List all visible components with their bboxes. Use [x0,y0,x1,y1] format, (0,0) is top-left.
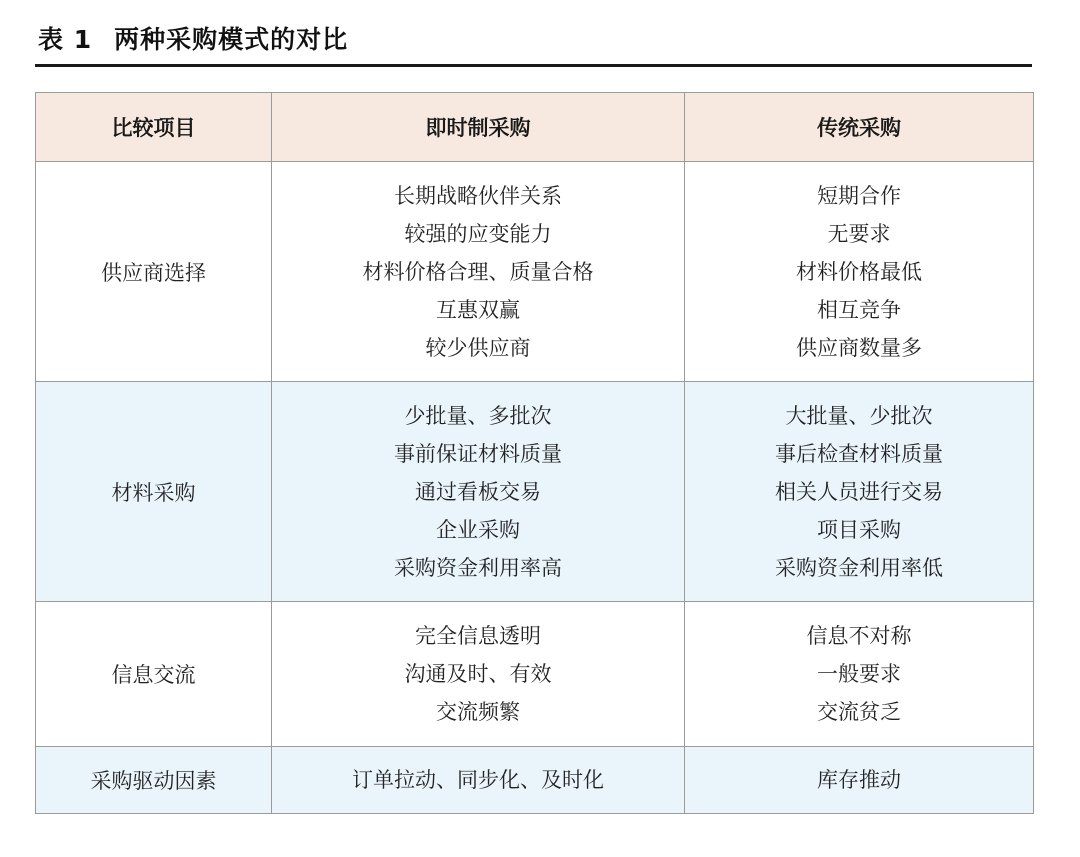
cell-line: 无要求 [827,221,891,246]
table-number: 表 1 [38,25,93,54]
cell-line: 事前保证材料质量 [394,441,562,466]
row-item: 信息交流 [36,602,272,747]
cell-line: 沟通及时、有效 [404,662,552,686]
cell-line: 较少供应商 [425,335,531,360]
jit-cell [272,602,685,747]
cell-line: 一般要求 [817,662,901,686]
jit-cell [272,382,685,602]
header-traditional: 传统采购 [685,93,1034,162]
table-title: 两种采购模式的对比 [114,25,349,54]
table-row [36,162,1034,382]
header-jit: 即时制采购 [272,93,685,162]
header-item: 比较项目 [36,93,272,162]
cell-line: 供应商数量多 [796,335,922,360]
cell-line: 相关人员进行交易 [775,479,943,504]
cell-line: 互惠双赢 [436,297,520,322]
table-row [36,747,1034,814]
cell-line: 相互竞争 [817,297,901,322]
traditional-cell [685,162,1034,382]
row-item: 采购驱动因素 [36,747,272,814]
row-item: 材料采购 [36,382,272,602]
jit-cell [272,747,685,814]
cell-line: 采购资金利用率低 [775,555,943,580]
cell-line: 交流贫乏 [817,700,901,724]
cell-line: 材料价格合理、质量合格 [362,259,594,284]
cell-line: 项目采购 [817,517,901,542]
cell-line: 长期战略伙伴关系 [394,183,562,208]
cell-line: 较强的应变能力 [404,221,552,246]
row-item: 供应商选择 [36,162,272,382]
cell-line: 完全信息透明 [415,624,541,648]
table-caption [38,20,348,56]
jit-cell [272,162,685,382]
cell-line: 材料价格最低 [796,259,922,284]
traditional-cell [685,602,1034,747]
traditional-cell [685,382,1034,602]
header-row [36,93,1034,162]
table-row [36,382,1034,602]
traditional-cell [685,747,1034,814]
cell-line: 采购资金利用率高 [394,555,562,580]
cell-line: 信息不对称 [806,624,912,648]
title-rule [35,64,1032,67]
table-row [36,602,1034,747]
cell-line: 通过看板交易 [415,479,541,504]
cell-line: 少批量、多批次 [404,403,552,428]
cell-line: 订单拉动、同步化、及时化 [352,768,604,792]
cell-line: 短期合作 [817,183,901,208]
cell-line: 库存推动 [817,768,901,792]
comparison-table [35,92,1034,814]
cell-line: 交流频繁 [436,700,520,724]
cell-line: 事后检查材料质量 [775,441,943,466]
cell-line: 企业采购 [436,517,520,542]
cell-line: 大批量、少批次 [785,403,933,428]
